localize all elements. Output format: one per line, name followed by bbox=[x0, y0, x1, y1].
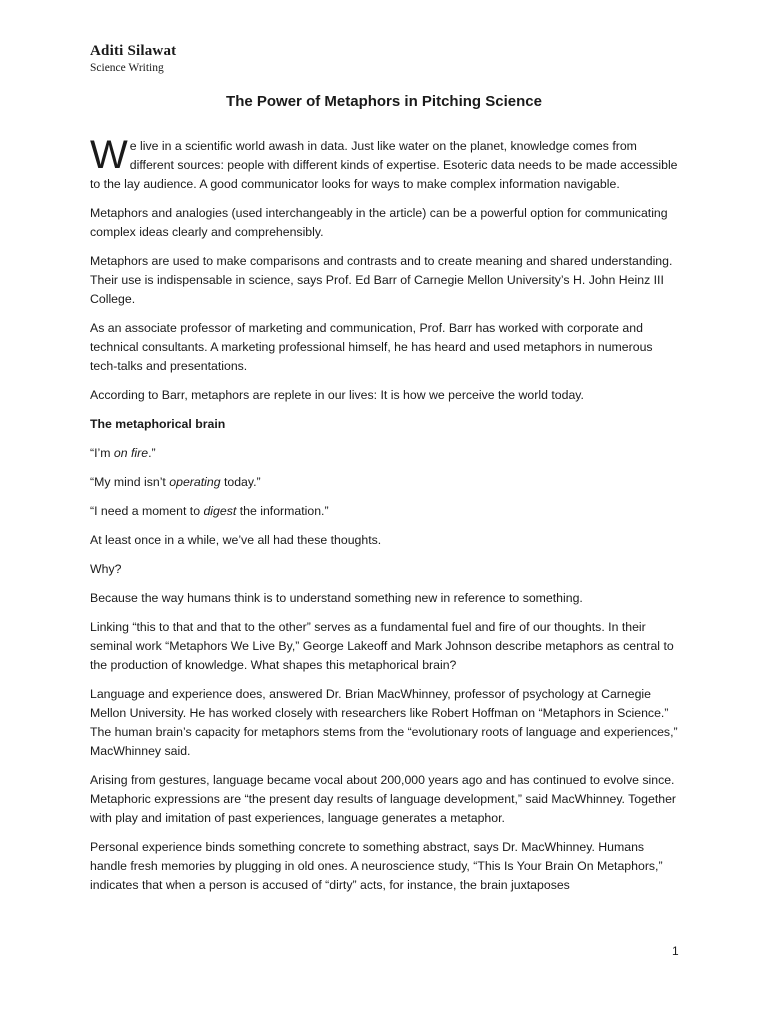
paragraph: According to Barr, metaphors are replete in our lives: It is how we perceive the world today. bbox=[90, 388, 584, 402]
quote-text: .” bbox=[148, 446, 156, 460]
quote-text: the information.” bbox=[236, 504, 329, 518]
paragraph: Linking “this to that and that to the other” serves as a fundamental fuel and fire of our thoughts. In their seminal work “Metaphors We Live By,” George Lakeoff and Mark Johnson describe metaphors as central to the production of knowledge. What shapes this metaphorical brain? bbox=[90, 620, 674, 672]
section-heading: The metaphorical brain bbox=[90, 417, 226, 431]
author-name: Aditi Silawat bbox=[90, 43, 177, 59]
paragraph: At least once in a while, we’ve all had these thoughts. bbox=[90, 533, 382, 547]
paragraph bbox=[90, 133, 680, 194]
paragraph: Because the way humans think is to understand something new in reference to something. bbox=[90, 591, 583, 605]
paragraph: Arising from gestures, language became vocal about 200,000 years ago and has continued to evolve since. Metaphoric expressions are “the present day results of language development,” said MacWhinney. Together with play and imitation of past experiences, language generates a metaphor. bbox=[90, 773, 677, 825]
quote-text: “My mind isn’t bbox=[90, 475, 170, 489]
department-label: Science Writing bbox=[90, 62, 164, 74]
paragraph: Personal experience binds something concrete to something abstract, says Dr. MacWhinney. Humans handle fresh memories by plugging in old ones. A neuroscience study, “This Is Your Brain On Metaphors,” indicates that when a person is accused of “dirty” acts, for instance, the brain juxtaposes bbox=[90, 840, 663, 892]
paragraph: As an associate professor of marketing and communication, Prof. Barr has worked with corporate and technical consultants. A marketing professional himself, he has heard and used metaphors in numerous tech-talks and presentations. bbox=[90, 321, 653, 373]
article-title: The Power of Metaphors in Pitching Science bbox=[226, 93, 542, 110]
paragraph: Metaphors and analogies (used interchangeably in the article) can be a powerful option for communicating complex ideas clearly and comprehensibly. bbox=[90, 206, 668, 239]
paragraph-text: e live in a scientific world awash in data. Just like water on the planet, knowledge comes from different sources: people with different kinds of expertise. Esoteric data needs to be made accessible to the lay audience. A good communicator looks for ways to make complex information navigable. bbox=[90, 139, 678, 191]
paragraph: Why? bbox=[90, 562, 122, 576]
quote-line bbox=[90, 444, 680, 463]
quote-emphasis: digest bbox=[203, 504, 237, 518]
quote-text: “I’m bbox=[90, 446, 114, 460]
quote-emphasis: operating bbox=[169, 475, 221, 489]
quote-emphasis: on fire bbox=[113, 446, 149, 460]
page-number: 1 bbox=[672, 944, 679, 958]
article-body bbox=[90, 133, 680, 905]
quote-text: “I need a moment to bbox=[90, 504, 204, 518]
drop-cap: W bbox=[90, 133, 128, 177]
quote-text: today.” bbox=[220, 475, 261, 489]
paragraph: Language and experience does, answered Dr. Brian MacWhinney, professor of psychology at Carnegie Mellon University. He has worked closely with researchers like Robert Hoffman on “Metaphors in Science.” The human brain’s capacity for metaphors stems from the “evolutionary roots of language and experiences,” MacWhinney said. bbox=[90, 687, 678, 758]
quote-line bbox=[90, 473, 680, 492]
quote-line bbox=[90, 502, 680, 521]
paragraph: Metaphors are used to make comparisons and contrasts and to create meaning and shared understanding. Their use is indispensable in science, says Prof. Ed Barr of Carnegie Mellon University’s H. John Heinz III College. bbox=[90, 254, 673, 306]
